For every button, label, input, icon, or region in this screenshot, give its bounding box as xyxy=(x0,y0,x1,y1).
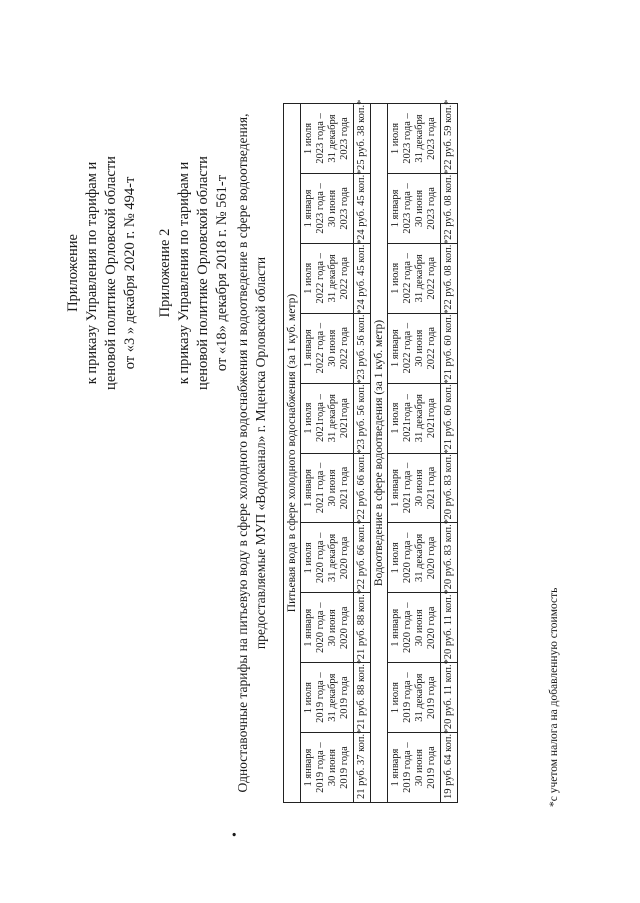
tariff-value-cell: 23 руб. 56 коп.* xyxy=(354,383,371,453)
period-cell xyxy=(388,104,441,174)
period-line: 2021 года – xyxy=(402,462,413,514)
appendix-line-3: от «3 » декабря 2020 г. № 494-т xyxy=(122,176,138,370)
section-heading-row xyxy=(371,104,388,803)
period-line: 30 июня xyxy=(327,609,338,647)
period-line: 2023 года xyxy=(339,187,350,230)
period-line: 1 января xyxy=(303,608,314,647)
period-line: 2021 года – xyxy=(315,462,326,514)
period-line: 31 декабря xyxy=(327,673,338,722)
tariff-value-cell: 22 руб. 08 коп.* xyxy=(441,243,458,313)
period-line: 30 июня xyxy=(327,749,338,787)
tariff-value-row xyxy=(441,104,458,803)
document-title xyxy=(234,103,270,803)
period-line: 2022 года xyxy=(426,257,437,300)
period-line: 30 июня xyxy=(414,749,425,787)
period-cell xyxy=(388,593,441,663)
period-line: 31 декабря xyxy=(414,673,425,722)
period-line: 1 января xyxy=(390,329,401,368)
header-gap xyxy=(140,63,156,483)
tariff-value-cell: 20 руб. 83 коп.* xyxy=(441,453,458,523)
period-line: 2022 года – xyxy=(315,322,326,374)
tariff-value-cell: 19 руб. 64 коп.* xyxy=(441,733,458,803)
period-line: 1 июля xyxy=(390,122,401,155)
period-line: 2019 года – xyxy=(402,672,413,723)
period-line: 31 декабря xyxy=(414,394,425,443)
appendix2-line-3: от «18» декабря 2018 г. № 561-т xyxy=(214,174,230,372)
period-cell xyxy=(301,663,354,733)
period-line: 2020 года – xyxy=(315,532,326,584)
tariff-value-cell: 20 руб. 11 коп.* xyxy=(441,593,458,663)
period-cell xyxy=(301,173,354,243)
tariff-value-cell: 21 руб. 88 коп.* xyxy=(354,663,371,733)
period-line: 2021года – xyxy=(402,394,413,443)
period-row xyxy=(301,104,354,803)
appendix-header xyxy=(64,63,232,483)
period-cell xyxy=(301,733,354,803)
period-line: 1 января xyxy=(303,469,314,507)
period-line: 2019 года xyxy=(426,676,437,719)
period-line: 2022 года xyxy=(339,326,350,370)
period-cell xyxy=(301,383,354,453)
tariff-value-cell: 24 руб. 45 коп.* xyxy=(354,243,371,313)
period-line: 2019 года – xyxy=(315,672,326,723)
period-line: 1 июля xyxy=(303,682,314,714)
title-line-1: Одноставочные тарифы на питьевую воду в сфере холодного водоснабжения и водоотведение в сфере водоотведения, xyxy=(235,113,250,793)
period-line: 1 января xyxy=(303,189,314,228)
period-line: 2020 года – xyxy=(402,602,413,654)
period-line: 2023 года – xyxy=(315,113,326,164)
period-line: 2021года xyxy=(339,398,350,439)
period-line: 1 июля xyxy=(390,682,401,714)
period-line: 1 июля xyxy=(303,402,314,434)
period-line: 30 июня xyxy=(414,329,425,367)
period-line: 31 декабря xyxy=(327,533,338,582)
tariff-value-cell: 24 руб. 45 коп.* xyxy=(354,173,371,243)
tariff-value-cell: 22 руб. 59 коп.* xyxy=(441,104,458,174)
tariff-value-cell: 22 руб. 66 коп.* xyxy=(354,523,371,593)
appendix-title: Приложение xyxy=(65,234,81,312)
period-line: 1 июля xyxy=(390,402,401,434)
period-line: 1 января xyxy=(303,329,314,368)
period-line: 2019 года – xyxy=(402,742,413,793)
period-line: 31 декабря xyxy=(327,254,338,303)
period-line: 2019 года – xyxy=(315,742,326,793)
period-cell xyxy=(301,523,354,593)
period-line: 2023 года – xyxy=(402,183,413,234)
period-line: 30 июня xyxy=(414,469,425,507)
section-heading: Питьевая вода в сфере холодного водоснабжения (за 1 куб. метр) xyxy=(284,104,301,803)
period-line: 1 января xyxy=(390,469,401,507)
tariff-value-cell: 23 руб. 56 коп.* xyxy=(354,313,371,383)
tick-mark: • xyxy=(228,832,243,837)
period-line: 30 июня xyxy=(414,609,425,647)
tariff-value-cell: 21 руб. 88 коп.* xyxy=(354,593,371,663)
tariff-value-cell: 22 руб. 08 коп.* xyxy=(441,173,458,243)
period-line: 2020 года – xyxy=(315,602,326,654)
tariff-value-cell: 20 руб. 83 коп.* xyxy=(441,523,458,593)
tariff-value-cell: 22 руб. 66 коп.* xyxy=(354,453,371,523)
period-line: 2021 года xyxy=(426,466,437,510)
period-line: 1 января xyxy=(390,608,401,647)
period-line: 2021 года xyxy=(339,466,350,510)
period-line: 1 января xyxy=(390,748,401,787)
tariff-value-cell: 20 руб. 11 коп.* xyxy=(441,663,458,733)
period-line: 1 июля xyxy=(303,542,314,574)
period-cell xyxy=(388,523,441,593)
appendix-line-1: к приказу Управления по тарифам и xyxy=(84,161,100,385)
period-line: 2022 года – xyxy=(402,322,413,374)
appendix-line-2: ценовой политике Орловской области xyxy=(103,156,119,390)
period-cell xyxy=(388,313,441,383)
period-line: 2023 года xyxy=(426,187,437,230)
period-cell xyxy=(301,593,354,663)
period-cell xyxy=(388,243,441,313)
period-line: 2021года – xyxy=(315,394,326,443)
period-cell xyxy=(388,733,441,803)
period-line: 2020 года xyxy=(426,536,437,580)
period-row xyxy=(388,104,441,803)
period-line: 2021года xyxy=(426,398,437,439)
period-cell xyxy=(301,313,354,383)
period-cell xyxy=(388,173,441,243)
period-line: 1 июля xyxy=(390,542,401,574)
tariff-value-cell: 21 руб. 60 коп.* xyxy=(441,313,458,383)
period-line: 2019 года xyxy=(339,746,350,789)
period-line: 31 декабря xyxy=(414,533,425,582)
period-line: 2022 года xyxy=(426,326,437,370)
period-line: 2020 года – xyxy=(402,532,413,584)
tariff-value-cell: 21 руб. 60 коп.* xyxy=(441,383,458,453)
period-line: 2023 года – xyxy=(315,183,326,234)
period-line: 2020 года xyxy=(339,606,350,650)
period-line: 2019 года xyxy=(339,676,350,719)
appendix2-line-1: к приказу Управления по тарифам и xyxy=(176,161,192,385)
appendix2-title: Приложение 2 xyxy=(157,228,173,318)
period-line: 30 июня xyxy=(414,189,425,227)
period-line: 30 июня xyxy=(327,329,338,367)
period-line: 1 января xyxy=(390,189,401,228)
period-line: 30 июня xyxy=(327,189,338,227)
period-line: 30 июня xyxy=(327,469,338,507)
period-line: 31 декабря xyxy=(414,254,425,303)
tariff-table xyxy=(283,99,458,803)
period-line: 2023 года – xyxy=(402,113,413,164)
period-cell xyxy=(388,383,441,453)
period-cell xyxy=(388,663,441,733)
appendix2-line-2: ценовой политике Орловской области xyxy=(195,156,211,390)
vat-footnote: *с учетом налога на добавленную стоимость xyxy=(548,587,560,807)
period-line: 2022 года – xyxy=(315,253,326,304)
period-line: 2022 года xyxy=(339,257,350,300)
period-line: 2023 года xyxy=(339,117,350,160)
tariff-value-row xyxy=(354,104,371,803)
period-line: 2020 года xyxy=(339,536,350,580)
period-line: 31 декабря xyxy=(414,114,425,163)
period-line: 1 июля xyxy=(390,262,401,294)
tariff-value-cell: 25 руб. 38 коп.* xyxy=(354,104,371,174)
period-line: 1 июля xyxy=(303,122,314,155)
period-cell xyxy=(388,453,441,523)
period-cell xyxy=(301,453,354,523)
tariff-value-cell: 21 руб. 37 коп.* xyxy=(354,733,371,803)
section-heading: Водоотведение в сфере водоотведения (за 1 куб. метр) xyxy=(371,104,388,803)
period-line: 31 декабря xyxy=(327,114,338,163)
period-line: 2023 года xyxy=(426,117,437,160)
period-line: 1 июля xyxy=(303,262,314,294)
period-line: 31 декабря xyxy=(327,394,338,443)
period-cell xyxy=(301,243,354,313)
period-line: 2020 года xyxy=(426,606,437,650)
period-line: 1 января xyxy=(303,748,314,787)
section-heading-row xyxy=(284,104,301,803)
period-line: 2022 года – xyxy=(402,253,413,304)
title-line-2: предоставляемые МУП «Водоканал» г. Мценска Орловской области xyxy=(253,256,268,650)
period-line: 2019 года xyxy=(426,746,437,789)
period-cell xyxy=(301,104,354,174)
